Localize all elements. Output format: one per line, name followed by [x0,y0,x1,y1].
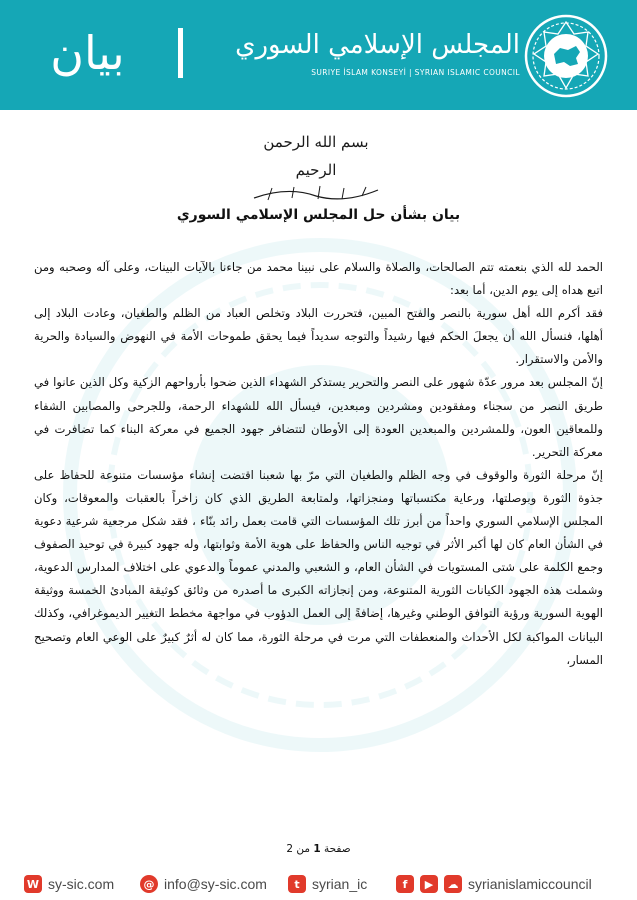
email-link[interactable]: info@sy-sic.com [164,876,267,892]
twitter-icon: t [288,875,306,893]
council-name-latin: SURIYE İSLAM KONSEYİ | SYRIAN ISLAMIC COUNCIL [311,68,520,77]
youtube-icon: ▶ [420,875,438,893]
statement-heading-logo: بيان [50,26,125,80]
page-label: صفحة [324,843,351,855]
header-divider [178,28,183,78]
page-number [180,840,457,858]
council-name-arabic: المجلس الإسلامي السوري [235,30,520,60]
footer-email[interactable] [140,874,267,894]
website-link[interactable]: sy-sic.com [48,876,115,892]
social-link[interactable]: syrianislamiccouncil [468,876,592,892]
email-icon: @ [140,875,158,893]
paragraph: إنّ المجلس بعد مرور عدّة شهور على النصر والتحرير يستذكر الشهداء الذين ضحوا بأرواحهم الزكية وكل الذين عانوا في طريق النصر من سجناء ومفقودين ومشردين ومبعدين، فيسأل الله للشهداء الرحمة، وللجرحى والمصابين الشفاء وللمعاقين العون، وللمشردين والمبعدين العودة إلى الأوطان لتتضافر جهود الجميع في معركة البناء كما تضافرت في معركة التحرير. [34,375,603,459]
footer [0,866,637,900]
header-banner [0,0,637,110]
basmala-text: بسم الله الرحمن الرحيم [263,133,369,179]
page-current: 1 [313,843,321,855]
footer-social[interactable] [396,874,592,894]
statement-body [34,256,603,806]
paragraph: فقد أكرم الله أهل سورية بالنصر والفتح المبين، فتحررت البلاد وتخلص العباد من الظلم والطغيان، وعادت البلاد إلى أهلها، فنسأل الله أن يجعلَ الحكم فيها رشيداً والتوجه سديداً فيما يحقق طموحات الأمة في النهوض والسيادة والحرية والأمن والاستقرار. [34,306,603,367]
twitter-link[interactable]: syrian_ic [312,876,368,892]
web-icon: W [24,875,42,893]
page-total: 2 [286,843,294,855]
page-of: من [296,843,310,855]
facebook-icon: f [396,875,414,893]
footer-twitter[interactable] [288,874,367,894]
footer-website[interactable] [24,874,114,894]
council-logo-icon [524,14,608,98]
basmala-calligraphy [248,128,384,180]
soundcloud-icon: ☁ [444,875,462,893]
paragraph: الحمد لله الذي بنعمته تتم الصالحات، والصلاة والسلام على نبينا محمد من جاءنا بالآيات البينات، وعلى آله وصحبه ومن اتبع هداه إلى يوم الدين، أما بعد: [34,260,603,298]
paragraph: إنّ مرحلة الثورة والوقوف في وجه الظلم والطغيان التي مرّ بها شعبنا اقتضت إنشاء مؤسسات متنوعة للحفاظ على جذوة الثورة وبوصلتها، ورعاية مكتسباتها ومنجزاتها، ولمتابعة الطريق الذي كان زاخراً بالعقبات والمعوقات، وكان المجلس الإسلامي السوري واحداً من أبرز تلك المؤسسات التي قامت بعمل رائد بنّاء ، فقد شكل مرجعية شرعية دعوية في الشأن العام كان لها أكبر الأثر في توجيه الناس والحفاظ على هوية الأمة وثوابتها، وله جهود كبيرة في توحيد الصفوف وجمع الكلمة على شتى المستويات في الشأن العام، و الشعبي والمدني عموماً والدعوي على اختلاف المدارس الدعوية، وشملت هذه الجهود الكيانات الثورية المتنوعة، ومن إنجازاته الكبرى ما أصدره من وثائق كوثيقة المبادئ الخمسة ووثيقة الهوية السورية ورؤية التوافق الوطني وغيرها، إضافةً إلى العمل الدؤوب في مواجهة مخطط التغيير الديموغرافي، وكذلك البيانات المواكبة لكل الأحداث والمنعطفات التي مرت في مرحلة الثورة، مما كان له أثرٌ كبيرٌ على الوعي العام وتصحيح المسار، [34,467,603,667]
statement-title: بيان بشأن حل المجلس الإسلامي السوري [176,207,461,223]
calligraphy-flourish-icon [248,184,384,204]
